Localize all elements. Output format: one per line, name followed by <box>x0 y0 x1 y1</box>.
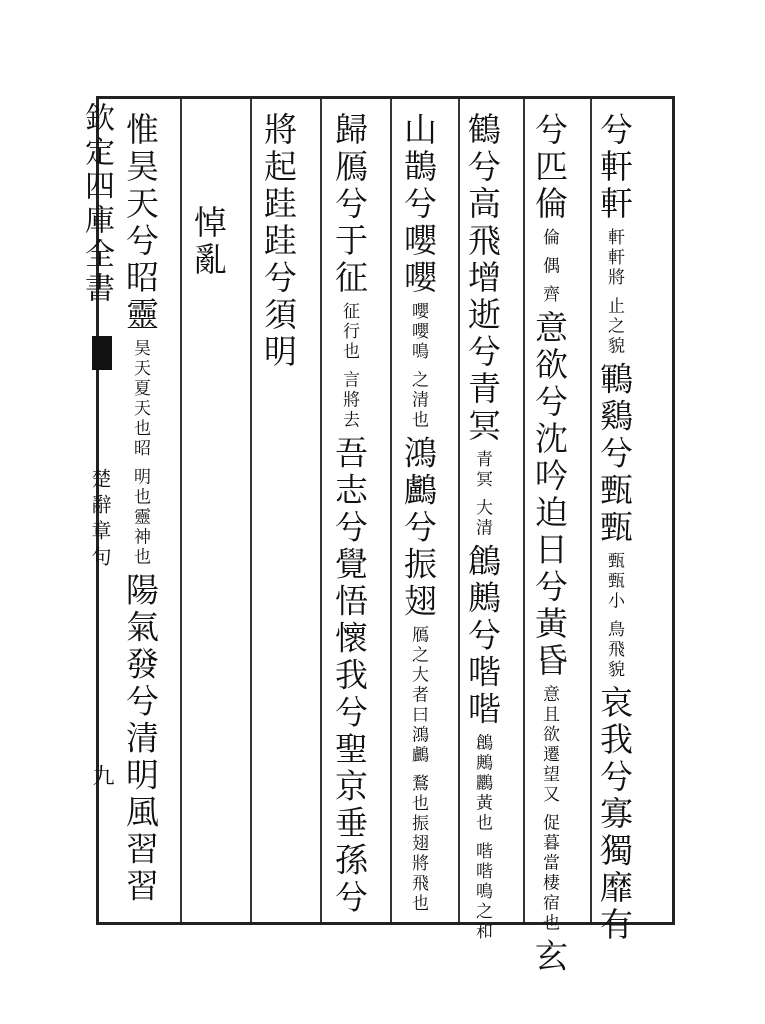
fishtail-mark <box>92 336 112 370</box>
section-heading <box>189 205 228 279</box>
column-divider <box>180 99 182 922</box>
main-text: 山鵲兮嚶嚶 <box>399 112 438 297</box>
annotation: 甄甄小 鳥飛貌 <box>604 551 624 681</box>
column-divider <box>390 99 392 922</box>
main-text: 鶬鶊兮喈喈 <box>463 543 502 729</box>
main-text: 哀我兮寡獨靡有 <box>595 685 634 945</box>
text-column-8 <box>121 112 160 906</box>
annotation: 鴈之大者曰鴻鸕 鶩也振翅將飛也 <box>408 625 428 915</box>
column-divider <box>458 99 460 922</box>
main-text: 意欲兮沈吟迫日兮黃昏 <box>530 310 569 680</box>
text-column-4 <box>399 112 438 915</box>
text-column-6 <box>259 112 298 371</box>
frame-right-border <box>672 96 675 925</box>
frame-bottom-border <box>96 922 674 925</box>
main-text: 兮軒軒 <box>595 112 634 223</box>
main-text: 將起跬跬兮須明 <box>259 112 298 371</box>
frame-top-border <box>96 96 674 99</box>
main-text: 惟昊天兮昭靈 <box>121 112 160 334</box>
column-divider <box>250 99 252 922</box>
annotation: 鶬鶊鸝黃也 喈喈鳴之和 <box>472 733 492 943</box>
main-text: 悼亂 <box>189 205 228 279</box>
text-column-3 <box>463 112 502 943</box>
main-text: 兮匹倫 <box>530 112 569 223</box>
main-text: 陽氣發兮清明風習習 <box>121 572 160 906</box>
main-text: 玄 <box>530 938 569 976</box>
column-divider <box>523 99 525 922</box>
spine-book-code: 欽定四庫全書 <box>79 102 114 306</box>
annotation: 嚶嚶鳴 之清也 <box>408 302 428 431</box>
main-text: 鶤鷄兮甄甄 <box>595 361 634 547</box>
page-number: 九 <box>89 764 114 786</box>
spine-book-title: 楚辭章句 <box>88 468 112 572</box>
annotation: 意且欲遷望又 促暮當棲宿也 <box>539 685 559 934</box>
main-text: 鶴兮高飛增逝兮青冥 <box>463 112 502 445</box>
column-divider <box>590 99 592 922</box>
text-column-2 <box>530 112 569 976</box>
main-text: 歸鴈兮于征 <box>330 112 369 297</box>
main-text: 鴻鸕兮振翅 <box>399 435 438 621</box>
annotation: 軒軒將 止之貌 <box>604 228 624 357</box>
text-column-1 <box>595 112 634 945</box>
annotation: 征行也 言將去 <box>339 302 359 431</box>
annotation: 昊天夏天也昭 明也靈神也 <box>130 339 150 568</box>
text-column-5 <box>330 112 369 917</box>
main-text: 吾志兮覺悟懷我兮聖京垂孫兮 <box>330 435 369 917</box>
column-divider <box>320 99 322 922</box>
annotation: 倫 偶 齊 <box>539 228 559 305</box>
annotation: 青冥 大清 <box>472 450 492 539</box>
